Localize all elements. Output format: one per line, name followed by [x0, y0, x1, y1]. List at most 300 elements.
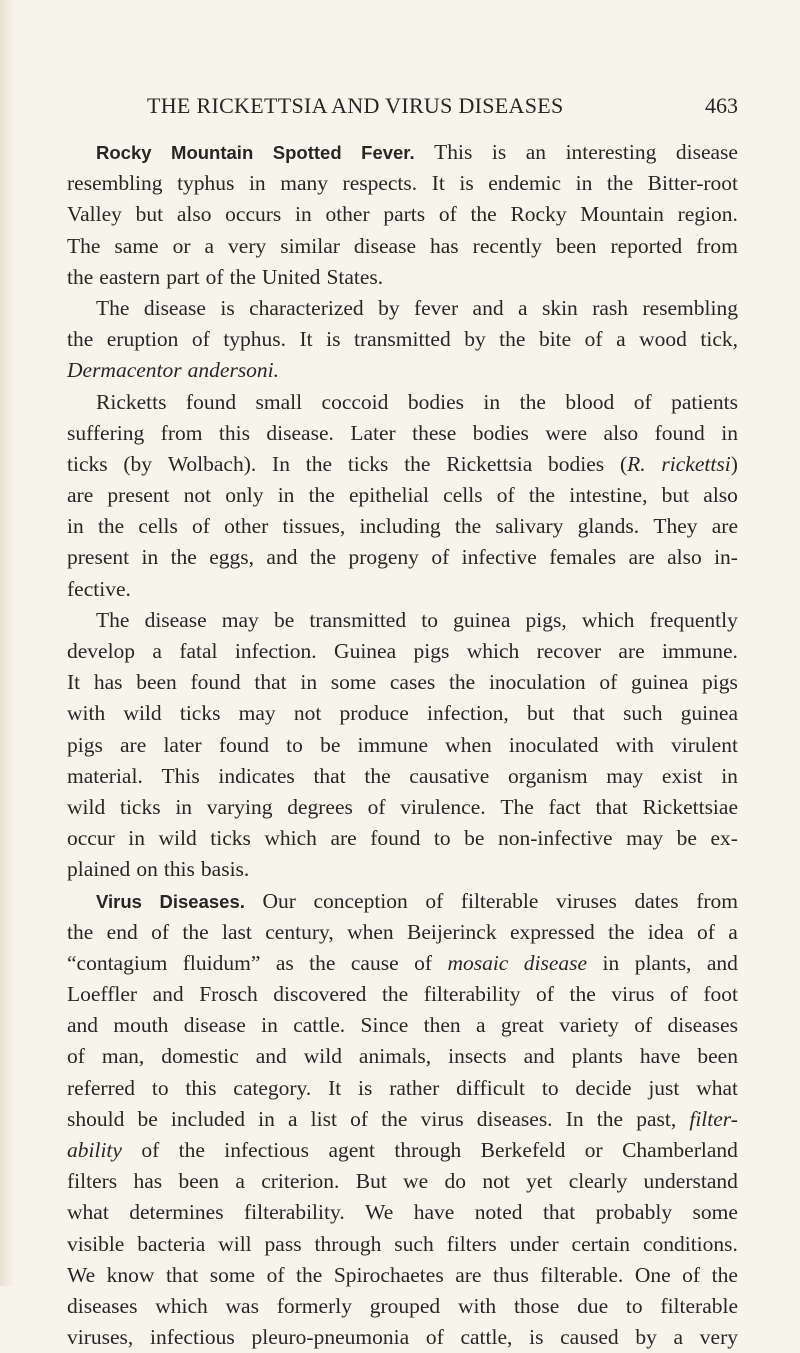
word: are: [330, 826, 357, 851]
word: in: [128, 826, 145, 851]
word: Spirochaetes: [333, 1262, 444, 1287]
word: not: [183, 483, 212, 508]
word: the: [67, 919, 94, 944]
word: what: [67, 1200, 109, 1225]
word: the: [454, 514, 482, 539]
text-line: [67, 854, 738, 885]
word: decide: [575, 1075, 632, 1100]
word: of: [151, 919, 169, 944]
word: is: [358, 1075, 373, 1100]
word: same: [114, 233, 159, 258]
word: develop: [67, 639, 136, 663]
word: in: [575, 171, 593, 196]
page-number: 463: [705, 93, 738, 118]
word: rickettsi): [661, 451, 738, 476]
word: plants,: [634, 950, 692, 975]
word: cells: [138, 514, 178, 539]
word: be: [273, 607, 295, 632]
word: the: [519, 389, 546, 414]
word: found: [654, 420, 705, 445]
word: wild: [123, 701, 162, 726]
word: have: [639, 1044, 681, 1069]
word: variety: [559, 1013, 619, 1038]
word: by: [378, 295, 400, 320]
word: of: [414, 950, 432, 975]
word: to: [151, 1075, 169, 1100]
word: It: [299, 327, 313, 352]
word: wild: [158, 826, 197, 851]
word: has: [430, 233, 459, 258]
word: to: [433, 826, 451, 851]
word: been: [555, 233, 597, 258]
word: in: [258, 1106, 275, 1131]
word: an: [525, 140, 547, 164]
text-line: [67, 480, 738, 511]
word: in-: [714, 545, 738, 570]
word: Mountain: [580, 202, 664, 227]
word: of: [191, 327, 210, 352]
word: Dermacentor: [67, 358, 182, 383]
word: fective.: [67, 576, 131, 601]
word: Rickettsiae: [642, 794, 738, 819]
word: great: [500, 1013, 544, 1038]
word: is: [326, 327, 341, 352]
word: Later: [350, 420, 396, 445]
text-line: [67, 979, 738, 1010]
word: is: [220, 295, 235, 320]
word: cells: [443, 483, 483, 508]
word: the: [364, 763, 391, 788]
word: is: [491, 140, 507, 164]
word: but: [135, 202, 164, 227]
word: in: [483, 389, 501, 414]
word: has: [93, 670, 123, 695]
word: the: [499, 327, 526, 352]
word: category.: [233, 1075, 312, 1100]
word: Mountain: [171, 142, 254, 163]
word: from: [160, 420, 203, 445]
word: transmitted: [353, 327, 451, 352]
word: list: [310, 1106, 337, 1131]
word: discovered: [273, 982, 367, 1007]
word: bacteria: [137, 1231, 206, 1256]
word: not: [482, 1169, 510, 1194]
text-line: [67, 1104, 738, 1135]
word: the: [381, 982, 409, 1007]
word: Valley: [67, 202, 122, 227]
word: may: [606, 763, 644, 788]
word: They: [653, 514, 698, 539]
text-line: [67, 948, 738, 979]
word: by: [635, 1325, 657, 1350]
word: disease: [353, 233, 417, 258]
word: viruses: [555, 888, 617, 913]
word: suffering: [67, 420, 145, 445]
word: are: [711, 514, 738, 539]
text-line: [67, 1260, 738, 1291]
word: a: [673, 1325, 684, 1350]
word: of: [536, 982, 554, 1007]
word: immune: [357, 732, 428, 757]
word: the: [381, 1106, 408, 1131]
word: only: [225, 483, 264, 508]
word: also: [603, 420, 639, 445]
word: Our: [262, 888, 296, 913]
word: progeny: [348, 545, 419, 570]
page-header: [67, 93, 738, 123]
word: we: [403, 1169, 429, 1194]
word: also: [667, 545, 702, 570]
word: virulent: [671, 732, 738, 757]
word: salivary: [495, 514, 564, 539]
word: or: [584, 1138, 603, 1162]
text-line: [67, 418, 738, 449]
word: the: [608, 919, 635, 944]
word: these: [412, 420, 457, 445]
word: which: [155, 1293, 208, 1318]
word: of: [192, 514, 210, 539]
word: and: [255, 1044, 287, 1069]
word: typhus.: [223, 327, 287, 352]
word: infectious: [224, 1138, 310, 1162]
word: on: [136, 857, 158, 882]
word: a: [518, 295, 528, 320]
word: be: [137, 1106, 158, 1131]
word: infection,: [426, 701, 509, 726]
text-line: [67, 574, 738, 605]
word: conditions.: [642, 1231, 738, 1256]
word: are: [628, 545, 655, 570]
word: is: [529, 1325, 544, 1350]
word: know: [106, 1262, 155, 1287]
word: the: [67, 264, 94, 289]
word: the: [528, 483, 556, 508]
word: cases: [389, 670, 436, 695]
text-line: [67, 542, 738, 573]
word: occurs: [225, 202, 282, 227]
word: patients: [671, 389, 738, 414]
word: It: [431, 171, 445, 196]
word: included: [170, 1106, 245, 1131]
word: ticks: [347, 451, 389, 476]
word: Beijerinck: [407, 919, 497, 944]
word: of: [696, 919, 715, 944]
word: Loeffler: [67, 982, 138, 1007]
word: the: [182, 919, 209, 944]
word: a: [204, 233, 215, 258]
word: and: [67, 1013, 99, 1038]
word: also: [703, 483, 738, 508]
word: of: [669, 982, 688, 1007]
word: mosaic: [447, 950, 509, 975]
word: clearly: [568, 1169, 628, 1194]
word: exist: [661, 763, 703, 788]
word: causative: [409, 763, 490, 788]
word: of: [425, 1325, 444, 1350]
word: In: [565, 1106, 584, 1131]
word: ability: [67, 1138, 122, 1162]
word: some: [330, 670, 377, 695]
word: that: [165, 1262, 199, 1287]
word: idea: [647, 919, 684, 944]
word: of: [431, 545, 450, 570]
word: very: [228, 233, 267, 258]
word: reported: [610, 233, 683, 258]
word: of: [67, 1044, 85, 1069]
text-line: [67, 168, 738, 199]
text-line: [67, 199, 738, 230]
word: and: [706, 950, 738, 975]
word: Rickettsia: [446, 451, 533, 476]
word: understand: [643, 1169, 738, 1194]
word: bodies: [407, 389, 464, 414]
word: filterable: [460, 888, 539, 913]
word: the: [178, 1138, 205, 1162]
word: other: [224, 514, 269, 539]
text-line: [67, 823, 738, 854]
word: and: [152, 982, 184, 1007]
word: of: [425, 888, 444, 913]
word: diseases: [667, 1013, 738, 1038]
word: as: [275, 950, 294, 975]
word: be: [676, 826, 697, 851]
body-text: [67, 137, 738, 1353]
word: disease: [143, 295, 206, 320]
word: century,: [265, 919, 334, 944]
word: are: [618, 639, 645, 663]
word: fever: [413, 295, 459, 320]
word: organism: [507, 763, 588, 788]
word: this: [185, 1075, 217, 1100]
word: due: [577, 1293, 609, 1318]
word: part: [166, 264, 200, 289]
word: through: [314, 1231, 382, 1256]
word: under: [509, 1231, 559, 1256]
word: such: [623, 701, 663, 726]
word: the: [404, 451, 431, 476]
word: material.: [67, 763, 143, 788]
text-line: [67, 1010, 738, 1041]
word: be: [320, 732, 341, 757]
word: Diseases.: [159, 890, 245, 912]
word: a: [287, 1106, 298, 1131]
word: many: [280, 171, 328, 196]
word: parts: [383, 202, 426, 227]
word: some: [692, 1200, 738, 1225]
word: and: [266, 545, 298, 570]
word: intestine,: [569, 483, 648, 508]
word: interesting: [565, 140, 657, 164]
word: virus: [611, 982, 655, 1007]
word: bodies: [548, 451, 605, 476]
word: with: [457, 1293, 497, 1318]
word: cause: [350, 950, 399, 975]
word: In: [272, 451, 290, 476]
word: region.: [677, 202, 738, 227]
word: insects: [448, 1044, 507, 1069]
word: past,: [636, 1106, 677, 1131]
word: degrees: [287, 794, 353, 819]
word: the: [309, 950, 336, 975]
word: are: [120, 732, 147, 757]
word: this: [218, 420, 250, 445]
word: pigs,: [525, 607, 567, 632]
word: It: [328, 1075, 342, 1100]
word: have: [413, 1200, 455, 1225]
word: This: [161, 763, 200, 788]
word: But: [355, 1169, 387, 1194]
word: pigs: [413, 639, 450, 663]
word: from: [696, 233, 738, 258]
word: disease: [675, 140, 738, 164]
word: referred: [67, 1075, 136, 1100]
word: wood: [639, 327, 687, 352]
word: The: [500, 794, 534, 819]
word: virus: [420, 1106, 464, 1131]
word: agent: [328, 1138, 375, 1162]
word: epithelial: [349, 483, 430, 508]
word: of: [584, 327, 603, 352]
word: animals,: [358, 1044, 432, 1069]
text-line: [67, 667, 738, 698]
text-line: [67, 698, 738, 729]
word: pigs: [702, 670, 738, 695]
word: visible: [67, 1231, 125, 1256]
word: (by: [123, 451, 153, 476]
word: are: [455, 1262, 482, 1287]
word: and: [472, 295, 504, 320]
word: inoculation: [488, 670, 586, 695]
text-line: [67, 511, 738, 542]
text-line: [67, 1229, 738, 1260]
word: transmitted: [309, 607, 407, 632]
word: expressed: [509, 919, 595, 944]
word: rash: [592, 295, 629, 320]
word: tissues,: [282, 514, 346, 539]
word: when: [445, 732, 492, 757]
text-line: [67, 1291, 738, 1322]
word: of: [367, 794, 386, 819]
word: “contagium: [67, 950, 168, 975]
word: the: [97, 514, 125, 539]
word: plants: [571, 1044, 623, 1069]
word: ticks: [179, 701, 221, 726]
word: may: [221, 607, 259, 632]
text-line: [67, 1135, 738, 1166]
word: ticks: [67, 451, 108, 476]
word: certain: [571, 1231, 631, 1256]
word: pleuro-pneumonia: [251, 1325, 410, 1350]
word: end: [106, 919, 138, 944]
word: of: [205, 264, 224, 289]
word: to: [421, 607, 438, 632]
word: through: [394, 1138, 462, 1162]
word: but: [526, 701, 555, 726]
word: filterability: [423, 982, 521, 1007]
word: disease: [183, 1013, 246, 1038]
word: found: [185, 389, 237, 414]
word: Wolbach).: [167, 451, 257, 476]
word: to: [625, 1293, 643, 1318]
text-line: [67, 262, 738, 293]
word: should: [67, 1106, 125, 1131]
text-line: [67, 1166, 738, 1197]
word: present: [107, 483, 170, 508]
word: grouped: [369, 1293, 441, 1318]
word: later: [163, 732, 202, 757]
word: those: [513, 1293, 560, 1318]
word: caused: [560, 1325, 619, 1350]
word: in: [67, 514, 84, 539]
text-line: [67, 636, 738, 667]
word: that: [572, 701, 605, 726]
word: Since: [360, 1013, 409, 1038]
word: Berkefeld: [480, 1138, 566, 1162]
word: fluidum”: [182, 950, 261, 975]
word: frequently: [649, 607, 738, 632]
word: Frosch: [199, 982, 258, 1007]
word: guinea: [680, 701, 738, 726]
word: We: [67, 1262, 96, 1287]
word: disease: [523, 950, 588, 975]
word: ticks: [210, 826, 251, 851]
word: Rocky: [510, 202, 567, 227]
word: occur: [67, 826, 115, 851]
text-line: [67, 886, 738, 917]
word: pass: [264, 1231, 302, 1256]
word: including: [359, 514, 441, 539]
word: that: [313, 763, 346, 788]
word: respects.: [342, 171, 418, 196]
word: Guinea: [334, 639, 397, 663]
word: the: [309, 545, 337, 570]
text-line: [67, 605, 738, 636]
word: the: [308, 483, 335, 508]
word: Fever.: [361, 142, 415, 163]
word: criterion.: [261, 1169, 340, 1194]
word: the: [448, 670, 476, 695]
word: recently: [472, 233, 542, 258]
word: the: [470, 202, 497, 227]
word: what: [696, 1075, 738, 1100]
text-line: [67, 1197, 738, 1228]
word: but: [661, 483, 690, 508]
word: the: [67, 327, 94, 352]
word: fatal: [179, 639, 218, 663]
word: eruption: [106, 327, 179, 352]
word: then: [423, 1013, 461, 1038]
word: The: [96, 295, 130, 320]
word: skin: [541, 295, 578, 320]
word: found: [190, 670, 241, 695]
word: in: [248, 171, 266, 196]
word: We: [365, 1200, 394, 1225]
word: ex-: [710, 826, 738, 851]
word: diseases.: [476, 1106, 553, 1131]
word: to: [541, 1075, 559, 1100]
word: which: [264, 826, 317, 851]
word: in: [295, 202, 312, 227]
word: in: [175, 794, 193, 819]
word: rather: [389, 1075, 440, 1100]
word: of: [682, 1262, 701, 1287]
word: the: [170, 545, 197, 570]
word: immune.: [662, 639, 738, 663]
word: filters: [67, 1169, 118, 1194]
word: the: [296, 1262, 323, 1287]
text-line: [67, 231, 738, 262]
word: infection.: [234, 639, 317, 663]
